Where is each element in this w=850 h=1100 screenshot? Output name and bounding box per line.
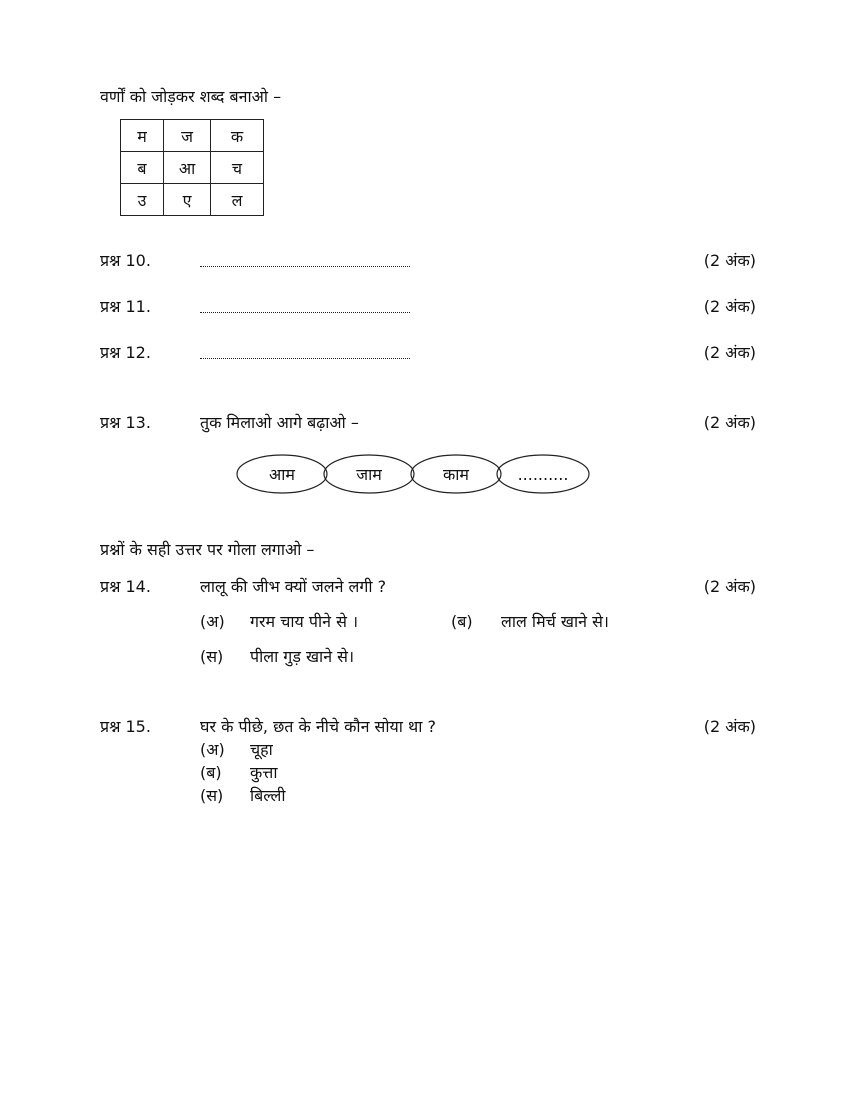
question-13-text: तुक मिलाओ आगे बढ़ाओ – — [200, 413, 359, 432]
letter-grid — [120, 119, 264, 216]
question-10-label: प्रश्न 10. — [100, 251, 151, 270]
option-key: (स) — [200, 786, 224, 805]
option-text[interactable]: चूहा — [250, 740, 273, 759]
option-text[interactable]: कुत्ता — [250, 763, 278, 782]
section-heading-join-letters: वर्णों को जोड़कर शब्द बनाओ – — [100, 87, 282, 106]
question-11-label: प्रश्न 11. — [100, 297, 151, 316]
rhyme-word-blank: .......... — [517, 465, 569, 484]
question-13-label: प्रश्न 13. — [100, 413, 151, 432]
grid-cell: च — [211, 152, 264, 184]
question-12-label: प्रश्न 12. — [100, 343, 151, 362]
question-13-marks: (2 अंक) — [703, 413, 756, 432]
answer-line-12[interactable] — [200, 358, 410, 359]
option-text[interactable]: बिल्ली — [250, 786, 286, 805]
option-key: (ब) — [200, 763, 222, 782]
question-11-marks: (2 अंक) — [703, 297, 756, 316]
question-14-label: प्रश्न 14. — [100, 577, 151, 596]
question-12-marks: (2 अंक) — [703, 343, 756, 362]
option-key: (स) — [200, 647, 224, 666]
grid-cell: उ — [121, 184, 164, 216]
answer-line-10[interactable] — [200, 266, 410, 267]
option-key: (अ) — [200, 612, 225, 631]
grid-cell: ज — [164, 120, 211, 152]
section-heading-circle-answer: प्रश्नों के सही उत्तर पर गोला लगाओ – — [100, 540, 315, 559]
answer-line-11[interactable] — [200, 312, 410, 313]
grid-cell: ल — [211, 184, 264, 216]
rhyme-word: जाम — [356, 465, 382, 484]
option-text[interactable]: पीला गुड़ खाने से। — [250, 647, 355, 666]
grid-cell: क — [211, 120, 264, 152]
option-text[interactable]: लाल मिर्च खाने से। — [501, 612, 609, 631]
option-key: (अ) — [200, 740, 225, 759]
rhyme-word: काम — [442, 465, 469, 484]
rhyme-word: आम — [269, 465, 295, 484]
question-15-text: घर के पीछे, छत के नीचे कौन सोया था ? — [200, 717, 436, 736]
grid-cell: म — [121, 120, 164, 152]
grid-cell: आ — [164, 152, 211, 184]
grid-cell: ए — [164, 184, 211, 216]
grid-cell: ब — [121, 152, 164, 184]
question-14-marks: (2 अंक) — [703, 577, 756, 596]
question-10-marks: (2 अंक) — [703, 251, 756, 270]
question-15-marks: (2 अंक) — [703, 717, 756, 736]
question-14-text: लालू की जीभ क्यों जलने लगी ? — [200, 577, 387, 596]
question-15-label: प्रश्न 15. — [100, 717, 151, 736]
option-key: (ब) — [451, 612, 473, 631]
option-text[interactable]: गरम चाय पीने से । — [250, 612, 359, 631]
